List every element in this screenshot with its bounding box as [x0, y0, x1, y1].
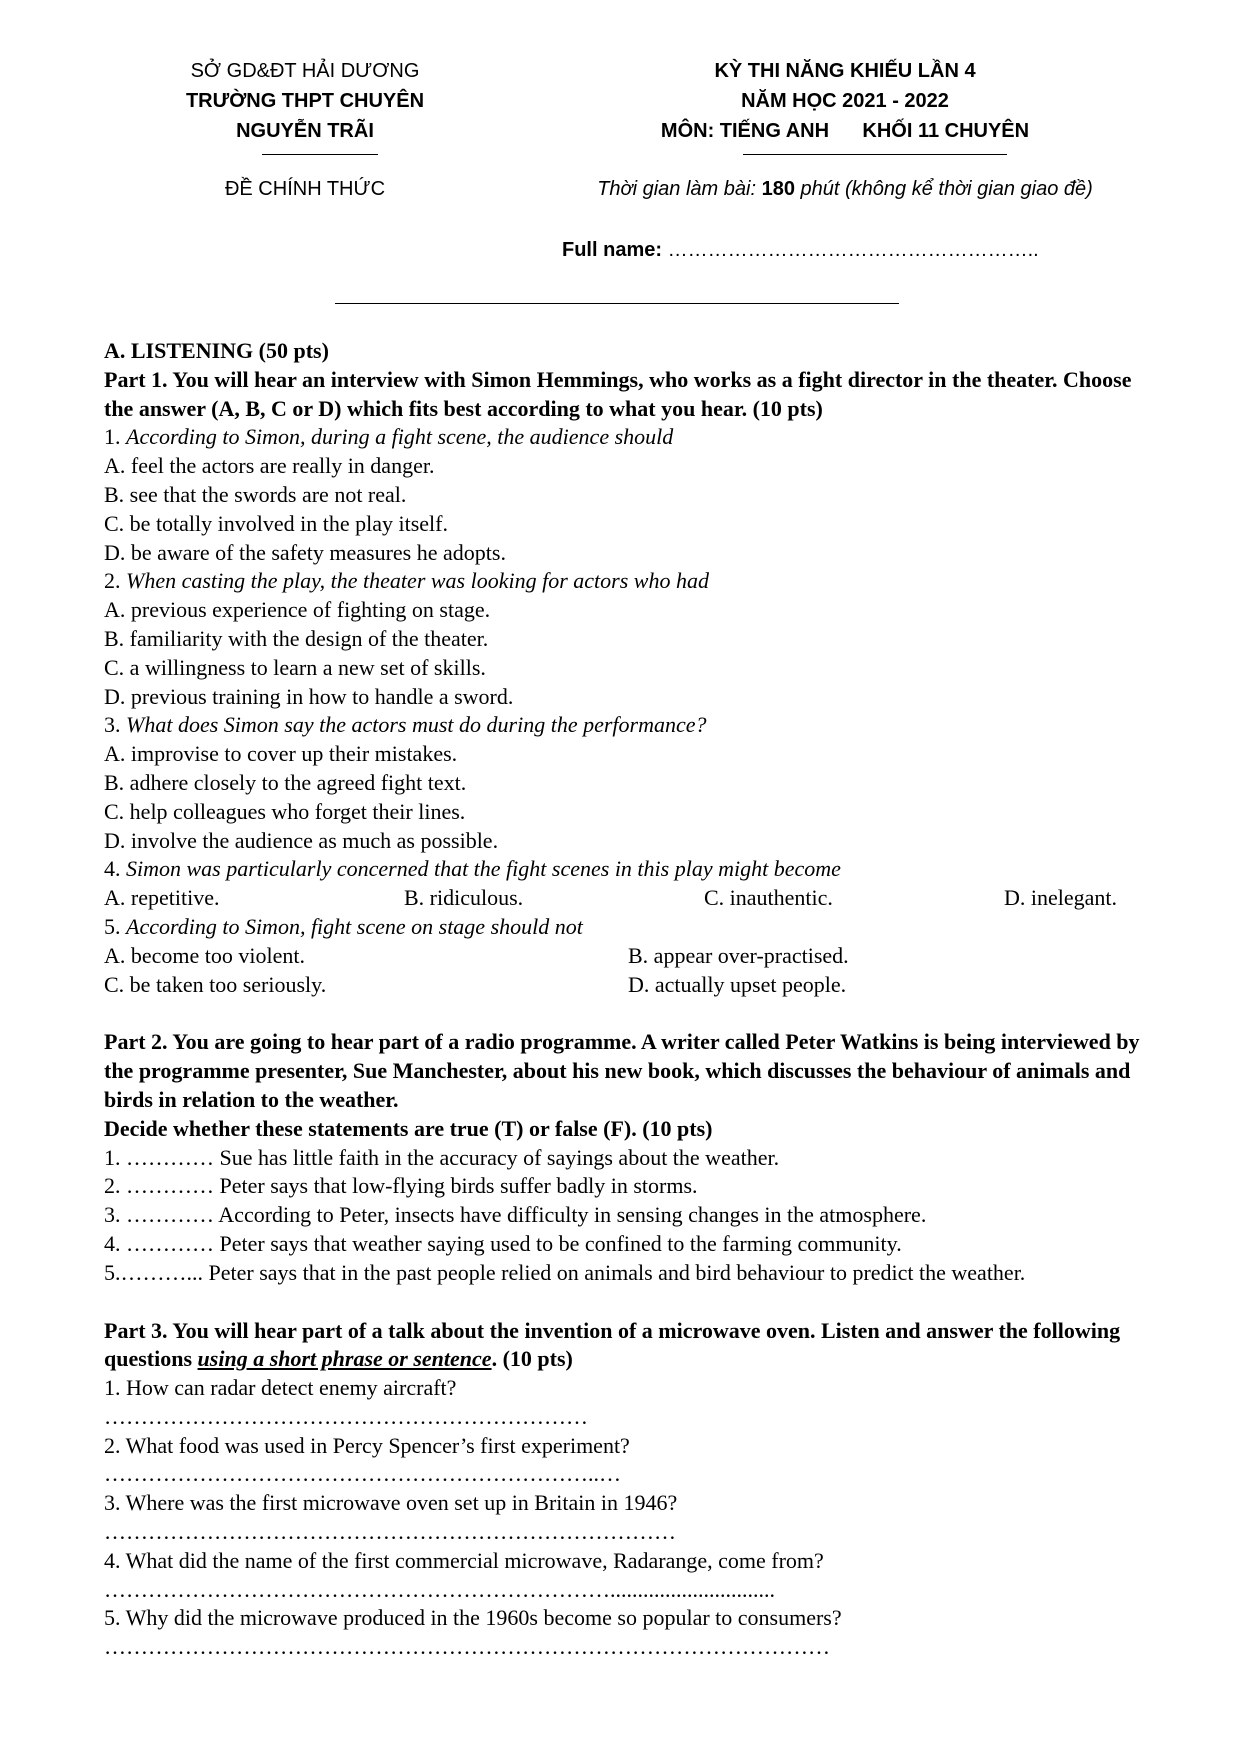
answer-option: D. inelegant.: [1004, 885, 1118, 911]
question-text: According to Simon, fight scene on stage should not: [126, 913, 583, 939]
full-name-dots: ………………………………………………..: [662, 239, 1039, 261]
answer-option: A. repetitive.: [104, 885, 220, 911]
answer-option: A. feel the actors are really in danger.: [104, 453, 435, 479]
instruction-text: Part 3. You will hear part of a talk about the invention of a microwave oven. Listen and answer the following questions: [104, 1317, 1121, 1372]
question-stem: [104, 567, 1164, 596]
answer-option: C. be totally involved in the play itself.: [104, 510, 448, 536]
question-text: When casting the play, the theater was looking for actors who had: [126, 568, 709, 594]
part1-instruction: Part 1. You will hear an interview with Simon Hemmings, who works as a fight director in the theater. Choose the answer (A, B, C or D) which fits best according to what you hear. (10 pts): [104, 366, 1132, 421]
short-answer-question: 2. What food was used in Percy Spencer’s first experiment?: [104, 1432, 630, 1458]
answer-line[interactable]: …………………………………………………………..…: [104, 1461, 621, 1487]
header-left-underline: [262, 154, 378, 155]
question-number: 2.: [104, 568, 126, 594]
tf-statement: 3. ………… According to Peter, insects have difficulty in sensing changes in the atmosphere.: [104, 1202, 927, 1228]
answer-line[interactable]: ………………………………………………………………………………………: [104, 1634, 830, 1660]
department-name: SỞ GD&ĐT HẢI DƯƠNG: [190, 60, 420, 82]
school-name: TRƯỜNG THPT CHUYÊN: [185, 90, 425, 112]
part3-instruction: [104, 1317, 1164, 1375]
time-value: 180: [761, 178, 795, 200]
short-answer-question: 5. Why did the microwave produced in the 1960s become so popular to consumers?: [104, 1605, 842, 1631]
answer-option: D. be aware of the safety measures he adopts.: [104, 539, 506, 565]
answer-option: B. familiarity with the design of the theater.: [104, 625, 489, 651]
tf-statement: 2. ………… Peter says that low-flying birds suffer badly in storms.: [104, 1173, 698, 1199]
answer-option: A. previous experience of fighting on stage.: [104, 597, 491, 623]
answer-option: D. actually upset people.: [628, 971, 847, 997]
answer-option: C. help colleagues who forget their lines.: [104, 798, 466, 824]
question-text: Simon was particularly concerned that the fight scenes in this play might become: [126, 856, 841, 882]
question-number: 3.: [104, 712, 126, 738]
answer-options-row: [104, 884, 1164, 913]
answer-option: B. adhere closely to the agreed fight text.: [104, 769, 467, 795]
full-name-field[interactable]: [562, 239, 1039, 262]
tf-statement: 4. ………… Peter says that weather saying used to be confined to the farming community.: [104, 1230, 902, 1256]
tf-statement: 5.………... Peter says that in the past people relied on animals and bird behaviour to predict the weather.: [104, 1259, 1026, 1285]
school-header: [130, 56, 480, 146]
time-prefix: Thời gian làm bài:: [597, 178, 762, 200]
question-stem: [104, 913, 1164, 942]
short-answer-question: 4. What did the name of the first commercial microwave, Radarange, come from?: [104, 1547, 824, 1573]
header-divider: [335, 303, 899, 304]
instruction-points: . (10 pts): [491, 1346, 573, 1372]
answer-option: D. involve the audience as much as possible.: [104, 827, 499, 853]
spacer: [104, 999, 1164, 1028]
answer-option: C. inauthentic.: [704, 885, 833, 911]
subject-line: MÔN: TIẾNG ANH KHỐI 11 CHUYÊN: [660, 120, 1030, 142]
question-stem: [104, 855, 1164, 884]
answer-line[interactable]: ……………………………………………………………..............................: [104, 1576, 775, 1602]
answer-option: B. ridiculous.: [404, 885, 524, 911]
answer-option: C. be taken too seriously.: [104, 971, 327, 997]
answer-option: D. previous training in how to handle a sword.: [104, 683, 514, 709]
answer-options-row: [104, 971, 1164, 1000]
answer-option: C. a willingness to learn a new set of skills.: [104, 654, 486, 680]
instruction-emphasis: using a short phrase or sentence: [197, 1346, 492, 1372]
official-label: ĐỀ CHÍNH THỨC: [224, 178, 386, 200]
answer-option: A. improvise to cover up their mistakes.: [104, 741, 458, 767]
short-answer-question: 3. Where was the first microwave oven set up in Britain in 1946?: [104, 1490, 678, 1516]
answer-options-row: [104, 942, 1164, 971]
spacer: [104, 1288, 1164, 1317]
tf-statement: 1. ………… Sue has little faith in the accuracy of sayings about the weather.: [104, 1144, 780, 1170]
question-number: 4.: [104, 856, 126, 882]
question-number: 1.: [104, 424, 126, 450]
part2-instruction: Part 2. You are going to hear part of a radio programme. A writer called Peter Watkins is being interviewed by the programme presenter, Sue Manchester, about his new book, which discusses the behaviour of animals and birds in relation to the weather.: [104, 1029, 1140, 1112]
answer-option: B. see that the swords are not real.: [104, 481, 407, 507]
question-text: What does Simon say the actors must do during the performance?: [126, 712, 707, 738]
answer-line[interactable]: …………………………………………………………: [104, 1403, 588, 1429]
part2-instruction-2: Decide whether these statements are true (T) or false (F). (10 pts): [104, 1115, 713, 1141]
answer-line[interactable]: ……………………………………………………………………: [104, 1519, 676, 1545]
time-suffix: phút (không kể thời gian giao đề): [794, 178, 1093, 200]
question-number: 5.: [104, 913, 126, 939]
short-answer-question: 1. How can radar detect enemy aircraft?: [104, 1375, 457, 1401]
question-stem: [104, 423, 1164, 452]
exam-header: [545, 56, 1145, 146]
time-allowed: [545, 178, 1145, 201]
question-stem: [104, 711, 1164, 740]
answer-option: A. become too violent.: [104, 942, 306, 968]
exam-title: KỲ THI NĂNG KHIẾU LẦN 4: [714, 60, 976, 82]
answer-option: B. appear over-practised.: [628, 942, 849, 968]
question-text: According to Simon, during a fight scene, the audience should: [126, 424, 674, 450]
school-year: NĂM HỌC 2021 - 2022: [741, 90, 949, 112]
header-right-underline: [743, 154, 1007, 155]
school-name-line2: NGUYỄN TRÃI: [236, 120, 374, 142]
exam-body: [104, 337, 1164, 1662]
section-title: A. LISTENING (50 pts): [104, 338, 329, 363]
full-name-label: Full name:: [562, 239, 663, 261]
